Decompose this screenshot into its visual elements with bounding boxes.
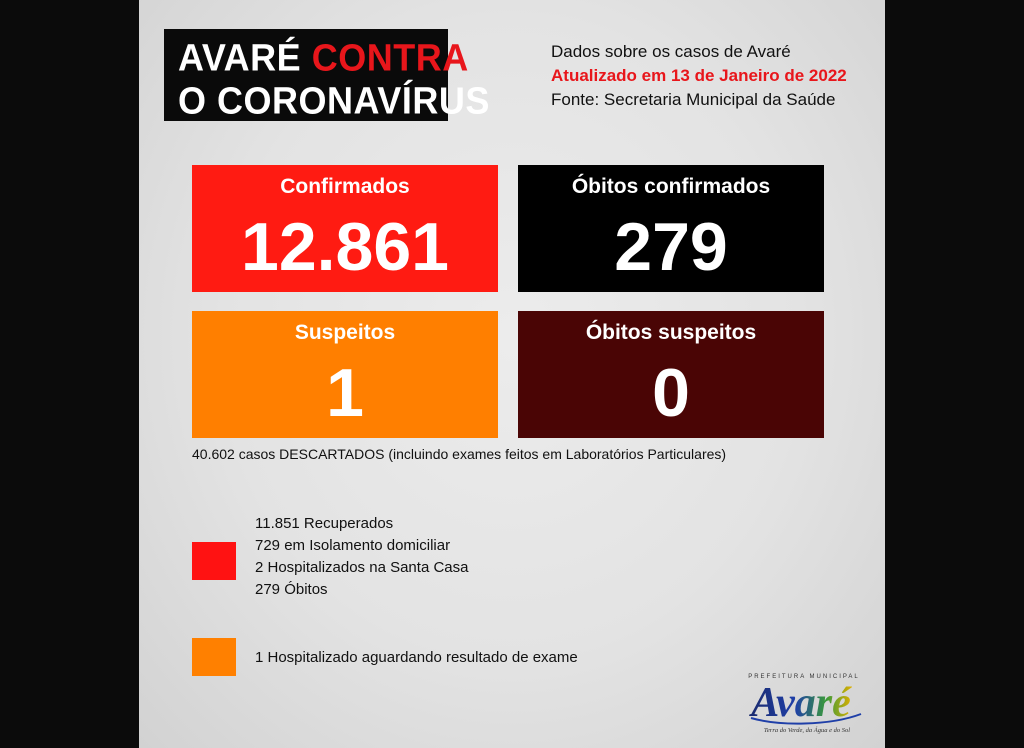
legend-item: 279 Óbitos xyxy=(255,581,328,598)
legend-item: 1 Hospitalizado aguardando resultado de exame xyxy=(255,649,578,666)
discarded-cases-text: 40.602 casos DESCARTADOS (incluindo exames feitos em Laboratórios Particulares) xyxy=(192,446,727,462)
infographic-panel xyxy=(139,0,885,748)
card-suspeitos-label: Suspeitos xyxy=(294,321,396,344)
svg-text:PREFEITURA MUNICIPAL: PREFEITURA MUNICIPAL xyxy=(748,674,860,680)
title-banner xyxy=(164,29,490,122)
svg-text:Terra do Verde, da Água e do S: Terra do Verde, da Água e do Sol xyxy=(763,727,851,734)
legend-red-list xyxy=(255,513,468,601)
legend-item: 11.851 Recuperados xyxy=(255,515,394,532)
card-suspeitos xyxy=(192,311,498,438)
card-suspeitos-value: 1 xyxy=(326,355,364,431)
card-confirmados-value: 12.861 xyxy=(241,209,449,285)
card-obitos-suspeitos-value: 0 xyxy=(652,355,690,431)
legend-item: 2 Hospitalizados na Santa Casa xyxy=(255,559,469,576)
card-obitos-confirmados-value: 279 xyxy=(614,209,728,285)
legend-item: 729 em Isolamento domiciliar xyxy=(255,537,451,554)
header-info xyxy=(551,40,871,112)
card-obitos-confirmados xyxy=(518,165,824,292)
legend-orange-list xyxy=(255,647,578,669)
legend-swatch-orange xyxy=(192,638,236,676)
svg-text:Avaré: Avaré xyxy=(751,680,851,726)
avare-logo xyxy=(729,668,879,738)
title-line-2: O CORONAVÍRUS xyxy=(178,78,490,122)
card-confirmados-label: Confirmados xyxy=(280,175,410,198)
header-title: Dados sobre os casos de Avaré xyxy=(551,42,791,61)
title-contra: CONTRA xyxy=(311,35,469,79)
header-source: Fonte: Secretaria Municipal da Saúde xyxy=(551,90,836,109)
card-obitos-confirmados-label: Óbitos confirmados xyxy=(571,175,771,198)
title-line-1 xyxy=(178,36,469,80)
card-obitos-suspeitos-label: Óbitos suspeitos xyxy=(585,321,757,344)
card-obitos-suspeitos xyxy=(518,311,824,438)
legend-swatch-red xyxy=(192,542,236,580)
header-updated: Atualizado em 13 de Janeiro de 2022 xyxy=(551,66,847,85)
card-confirmados xyxy=(192,165,498,292)
title-avare: AVARÉ xyxy=(178,35,302,79)
